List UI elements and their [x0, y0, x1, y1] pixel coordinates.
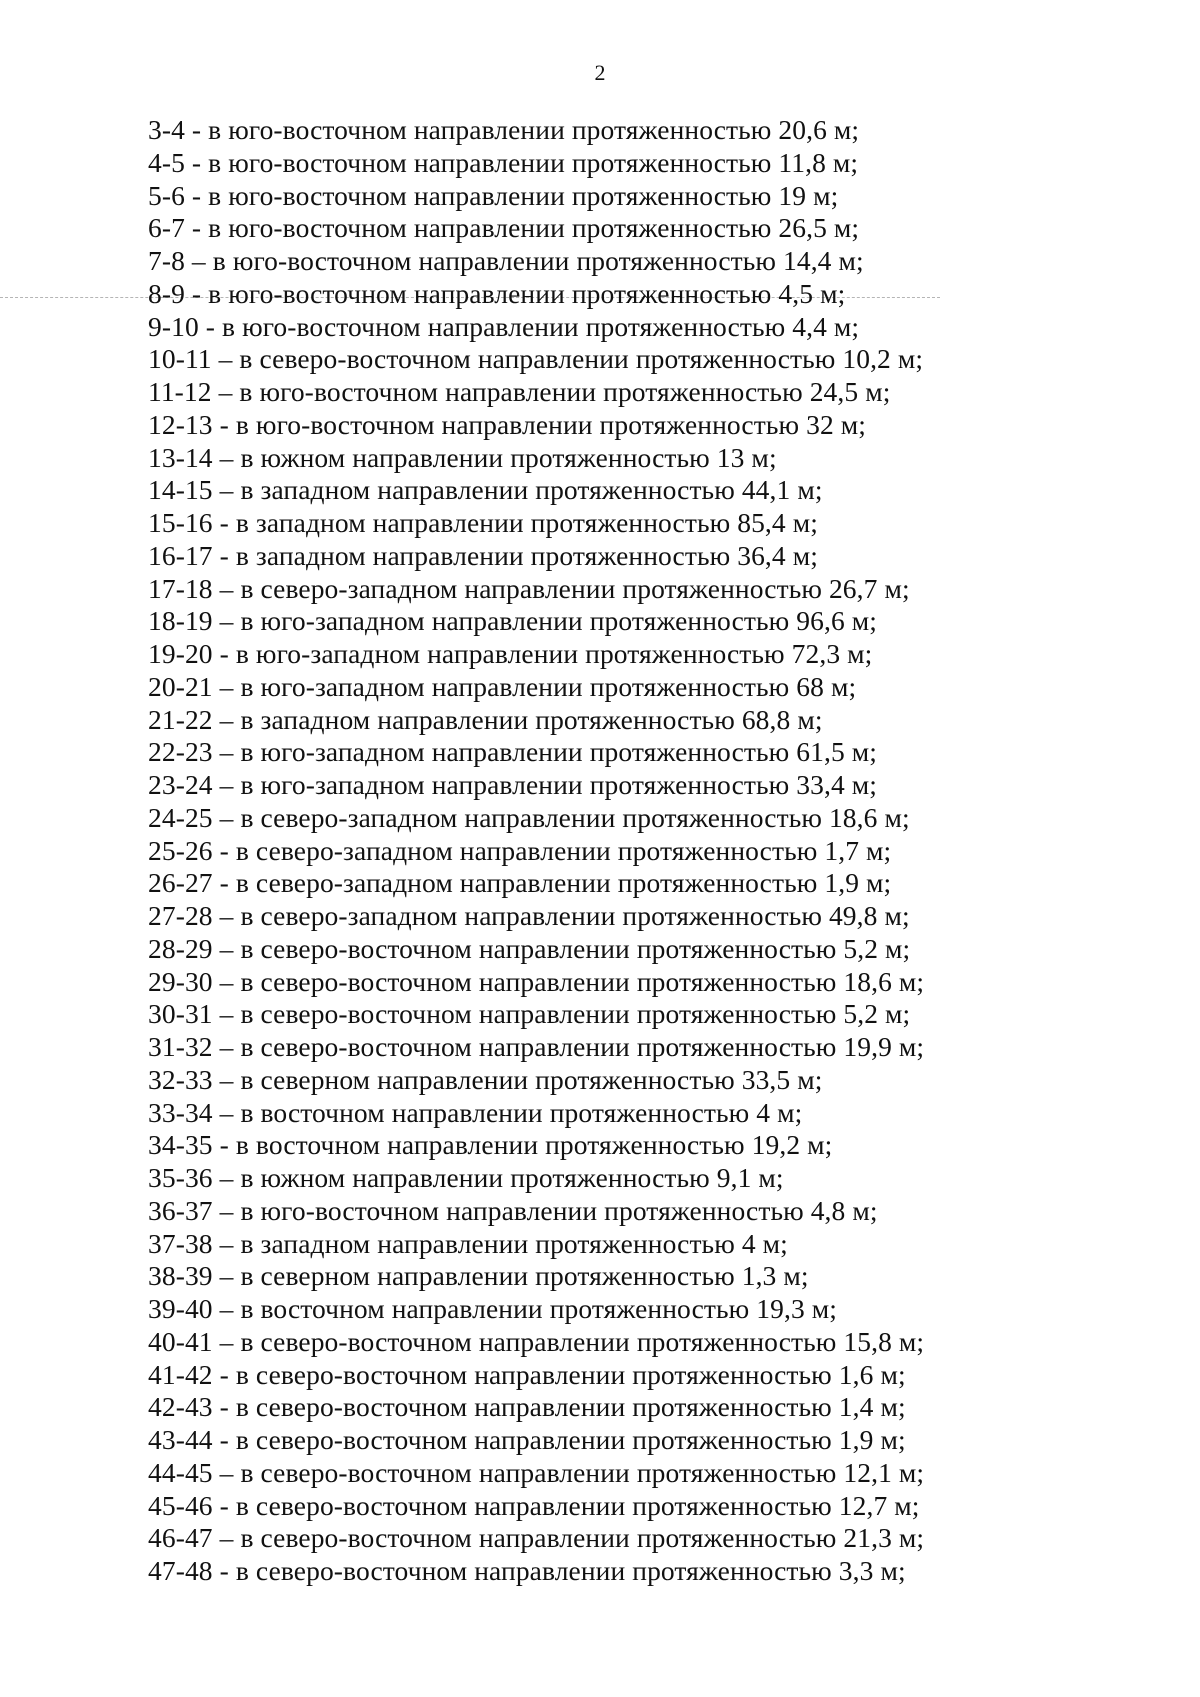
segment-line: 10-11 – в северо-восточном направлении протяженностью 10,2 м; [148, 343, 924, 375]
segment-line: 21-22 – в западном направлении протяженностью 68,8 м; [148, 703, 823, 735]
segment-line: 5-6 - в юго-восточном направлении протяженностью 19 м; [148, 179, 839, 211]
segment-line: 18-19 – в юго-западном направлении протяженностью 96,6 м; [148, 605, 878, 637]
segment-line: 6-7 - в юго-восточном направлении протяженностью 26,5 м; [148, 212, 860, 244]
segment-line: 26-27 - в северо-западном направлении протяженностью 1,9 м; [148, 867, 892, 899]
segment-line: 40-41 – в северо-восточном направлении протяженностью 15,8 м; [148, 1325, 925, 1357]
segment-line: 29-30 – в северо-восточном направлении протяженностью 18,6 м; [148, 965, 925, 997]
segment-line: 16-17 - в западном направлении протяженностью 36,4 м; [148, 539, 818, 571]
segment-line: 43-44 - в северо-восточном направлении протяженностью 1,9 м; [148, 1424, 906, 1455]
segment-line: 35-36 – в южном направлении протяженностью 9,1 м; [148, 1162, 784, 1193]
segment-line: 20-21 – в юго-западном направлении протяженностью 68 м; [148, 670, 857, 702]
page-number: 2 [594, 60, 606, 85]
segment-line: 24-25 – в северо-западном направлении протяженностью 18,6 м; [148, 801, 910, 833]
segment-line: 44-45 – в северо-восточном направлении протяженностью 12,1 м; [148, 1456, 925, 1488]
segment-line: 36-37 – в юго-восточном направлении протяженностью 4,8 м; [148, 1194, 878, 1226]
segment-line: 3-4 - в юго-восточном направлении протяженностью 20,6 м; [148, 114, 860, 145]
segment-line: 39-40 – в восточном направлении протяженностью 19,3 м; [148, 1293, 838, 1324]
segment-line: 45-46 - в северо-восточном направлении протяженностью 12,7 м; [148, 1489, 920, 1521]
segment-line: 22-23 – в юго-западном направлении протяженностью 61,5 м; [148, 736, 878, 768]
segment-line: 30-31 – в северо-восточном направлении протяженностью 5,2 м; [148, 998, 911, 1030]
segment-line: 7-8 – в юго-восточном направлении протяженностью 14,4 м; [148, 245, 864, 276]
segment-line: 42-43 - в северо-восточном направлении протяженностью 1,4 м; [148, 1391, 906, 1423]
segment-line: 12-13 - в юго-восточном направлении протяженностью 32 м; [148, 408, 867, 440]
segment-line: 28-29 – в северо-восточном направлении протяженностью 5,2 м; [148, 932, 911, 964]
segment-line: 14-15 – в западном направлении протяженностью 44,1 м; [148, 474, 823, 506]
segment-line: 32-33 – в северном направлении протяженностью 33,5 м; [148, 1063, 823, 1095]
boundary-segment-list [148, 114, 1148, 1588]
segment-line: 27-28 – в северо-западном направлении протяженностью 49,8 м; [148, 900, 910, 931]
segment-line: 37-38 – в западном направлении протяженностью 4 м; [148, 1227, 788, 1259]
segment-line: 34-35 - в восточном направлении протяженностью 19,2 м; [148, 1129, 833, 1161]
segment-line: 46-47 – в северо-восточном направлении протяженностью 21,3 м; [148, 1522, 925, 1554]
segment-line: 41-42 - в северо-восточном направлении протяженностью 1,6 м; [148, 1358, 906, 1390]
segment-line: 8-9 - в юго-восточном направлении протяженностью 4,5 м; [148, 277, 846, 309]
segment-line: 33-34 – в восточном направлении протяженностью 4 м; [148, 1096, 803, 1128]
segment-line: 25-26 - в северо-западном направлении протяженностью 1,7 м; [148, 834, 892, 866]
segment-line: 47-48 - в северо-восточном направлении протяженностью 3,3 м; [148, 1555, 906, 1586]
segment-line: 31-32 – в северо-восточном направлении протяженностью 19,9 м; [148, 1031, 925, 1062]
segment-line: 19-20 - в юго-западном направлении протяженностью 72,3 м; [148, 638, 873, 669]
segment-line: 15-16 - в западном направлении протяженностью 85,4 м; [148, 507, 818, 538]
segment-line: 13-14 – в южном направлении протяженностью 13 м; [148, 441, 777, 473]
segment-line: 23-24 – в юго-западном направлении протяженностью 33,4 м; [148, 769, 878, 800]
segment-line: 4-5 - в юго-восточном направлении протяженностью 11,8 м; [148, 146, 859, 178]
segment-line: 9-10 - в юго-восточном направлении протяженностью 4,4 м; [148, 310, 860, 342]
segment-line: 17-18 – в северо-западном направлении протяженностью 26,7 м; [148, 572, 910, 604]
segment-line: 38-39 – в северном направлении протяженностью 1,3 м; [148, 1260, 809, 1292]
segment-line: 11-12 – в юго-восточном направлении протяженностью 24,5 м; [148, 376, 891, 407]
